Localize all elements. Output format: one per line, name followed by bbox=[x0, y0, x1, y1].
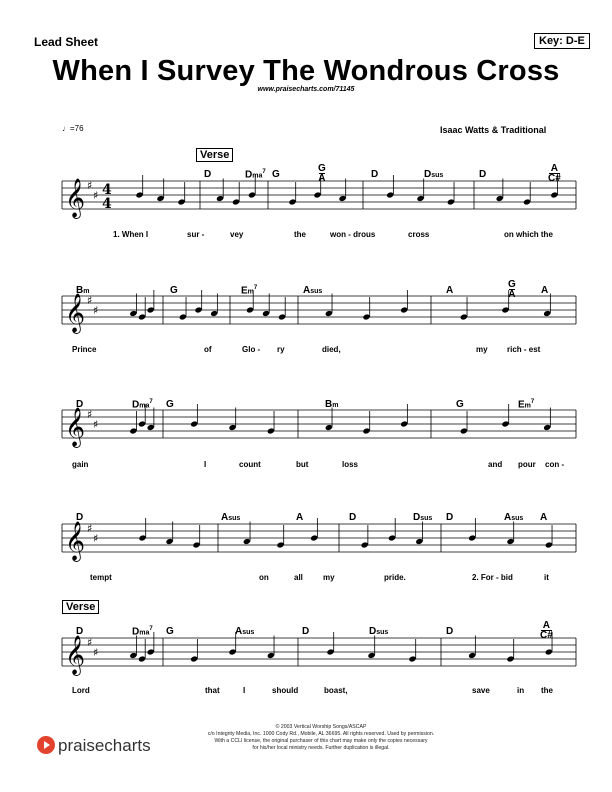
treble-clef-icon: 𝄞 bbox=[65, 521, 86, 561]
copyright-notice bbox=[196, 724, 446, 752]
chord: G bbox=[456, 399, 464, 410]
chord: Em$^7$ bbox=[241, 285, 258, 297]
lyric: should bbox=[272, 686, 299, 695]
chord: A bbox=[446, 285, 454, 296]
chord: Asus bbox=[303, 285, 323, 296]
lyric: sur - bbox=[187, 230, 205, 239]
chord: A C# bbox=[548, 163, 561, 184]
lyric: that bbox=[205, 686, 220, 695]
lyric: but bbox=[296, 460, 309, 469]
chord: Asus bbox=[235, 626, 255, 637]
treble-clef-icon: 𝄞 bbox=[65, 293, 86, 333]
sharp-icon: ♯ bbox=[87, 522, 93, 535]
lyric: Prince bbox=[72, 345, 97, 354]
copyright-line: c/o Integrity Media, Inc. 1000 Cody Rd., Mobile, AL 36695. All rights reserved. Used by permission. bbox=[207, 731, 435, 737]
sharp-icon: ♯ bbox=[87, 179, 93, 192]
chord: G bbox=[272, 169, 280, 180]
treble-clef-icon: 𝄞 bbox=[65, 407, 86, 447]
lyric: 1. When I bbox=[113, 230, 149, 239]
chord: D bbox=[204, 169, 212, 180]
lyric: and bbox=[488, 460, 503, 469]
chord: A C# bbox=[540, 620, 553, 641]
lyric: the bbox=[541, 686, 553, 695]
lyric: of bbox=[204, 345, 212, 354]
lyric: I bbox=[204, 460, 207, 469]
sharp-icon: ♯ bbox=[93, 646, 99, 659]
sharp-icon: ♯ bbox=[93, 189, 99, 202]
chord: Dma$^7$ bbox=[132, 626, 153, 638]
chord: D bbox=[76, 512, 84, 523]
sharp-icon: ♯ bbox=[93, 418, 99, 431]
lyric: on which the bbox=[504, 230, 553, 239]
lyric: pour bbox=[518, 460, 536, 469]
lyric: it bbox=[544, 573, 549, 582]
sharp-icon: ♯ bbox=[93, 532, 99, 545]
chord: Em$^7$ bbox=[518, 399, 535, 411]
lyric: my bbox=[323, 573, 335, 582]
chord: D bbox=[76, 399, 84, 410]
chord: A bbox=[296, 512, 304, 523]
sharp-icon: ♯ bbox=[87, 294, 93, 307]
lyric: tempt bbox=[90, 573, 112, 582]
chord: G bbox=[170, 285, 178, 296]
time-signature: 4 bbox=[102, 182, 112, 198]
chord: G A bbox=[508, 279, 516, 300]
lyric: Glo - bbox=[242, 345, 261, 354]
praisecharts-logo-icon bbox=[37, 736, 55, 754]
tempo-marking: ♩=76 bbox=[62, 124, 84, 133]
chord: D bbox=[349, 512, 357, 523]
chord: G bbox=[166, 626, 174, 637]
chord: D bbox=[446, 626, 454, 637]
time-signature: 4 bbox=[102, 196, 112, 212]
chord: Dsus bbox=[369, 626, 389, 637]
lyric: Lord bbox=[72, 686, 90, 695]
chord: G A bbox=[318, 163, 326, 184]
lead-sheet-label: Lead Sheet bbox=[34, 35, 99, 49]
lyric: cross bbox=[408, 230, 430, 239]
chord: D bbox=[76, 626, 84, 637]
lyric: won - drous bbox=[330, 230, 376, 239]
lyric: count bbox=[239, 460, 261, 469]
lyric: 2. For - bid bbox=[472, 573, 513, 582]
copyright-line: © 2003 Vertical Worship Songs/ASCAP bbox=[275, 724, 367, 730]
lyric: in bbox=[517, 686, 525, 695]
chord: Asus bbox=[504, 512, 524, 523]
lyric: I bbox=[243, 686, 246, 695]
brand-name: praisecharts bbox=[58, 736, 151, 755]
chord: A bbox=[541, 285, 549, 296]
lyric: vey bbox=[230, 230, 244, 239]
lyric: boast, bbox=[324, 686, 348, 695]
chord: A bbox=[540, 512, 548, 523]
copyright-line: for his/her local ministry needs. Further duplication is illegal. bbox=[252, 745, 390, 751]
chord: Bm bbox=[325, 399, 339, 410]
chord: Dsus bbox=[413, 512, 433, 523]
lyric: on bbox=[259, 573, 269, 582]
chord: G bbox=[166, 399, 174, 410]
chord: D bbox=[302, 626, 310, 637]
chord: Asus bbox=[221, 512, 241, 523]
chord: D bbox=[446, 512, 454, 523]
lyric: the bbox=[294, 230, 306, 239]
section-label-verse: Verse bbox=[196, 148, 233, 162]
lyric: pride. bbox=[384, 573, 406, 582]
song-url[interactable]: www.praisecharts.com/71145 bbox=[257, 86, 355, 93]
lyric: my bbox=[476, 345, 488, 354]
sharp-icon: ♯ bbox=[93, 304, 99, 317]
lyric: gain bbox=[72, 460, 89, 469]
lyric: con - bbox=[545, 460, 565, 469]
lyric: loss bbox=[342, 460, 359, 469]
lyric: save bbox=[472, 686, 490, 695]
key-badge: Key: D-E bbox=[534, 33, 590, 49]
song-title: When I Survey The Wondrous Cross bbox=[52, 55, 560, 87]
section-label-verse: Verse bbox=[62, 600, 99, 614]
treble-clef-icon: 𝄞 bbox=[65, 178, 86, 218]
lyric: rich - est bbox=[507, 345, 541, 354]
chord: Dsus bbox=[424, 169, 444, 180]
sharp-icon: ♯ bbox=[87, 408, 93, 421]
chord: D bbox=[371, 169, 379, 180]
lyric: ry bbox=[277, 345, 285, 354]
copyright-line: With a CCLI license, the original purchaser of this chart may make only the copies necessary bbox=[214, 738, 428, 744]
chord: D bbox=[479, 169, 487, 180]
treble-clef-icon: 𝄞 bbox=[65, 635, 86, 675]
sharp-icon: ♯ bbox=[87, 636, 93, 649]
lyric: all bbox=[294, 573, 303, 582]
chord: Dma$^7$ bbox=[245, 169, 266, 181]
lyric: died, bbox=[322, 345, 341, 354]
chord: Dma$^7$ bbox=[132, 399, 153, 411]
chord: Bm bbox=[76, 285, 90, 296]
song-author: Isaac Watts & Traditional bbox=[440, 125, 547, 135]
